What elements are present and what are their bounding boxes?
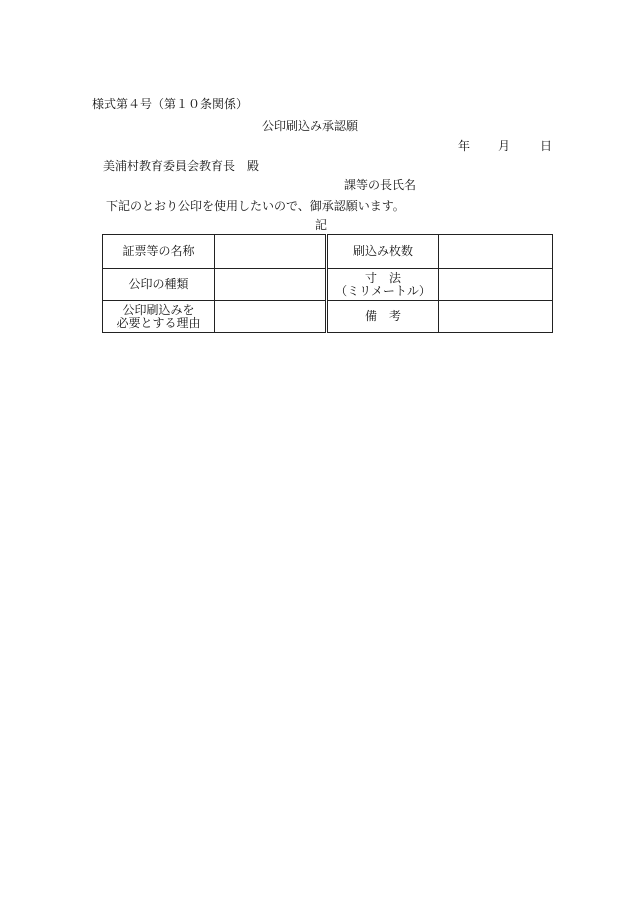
reason-label bbox=[103, 301, 215, 333]
print-count-label: 刷込み枚数 bbox=[327, 235, 439, 269]
application-table bbox=[102, 234, 553, 333]
reason-field[interactable] bbox=[215, 301, 327, 333]
ki-heading: 記 bbox=[315, 218, 328, 232]
date-month-label: 月 bbox=[498, 139, 511, 153]
seal-type-field[interactable] bbox=[215, 269, 327, 301]
certificate-name-label: 証票等の名称 bbox=[103, 235, 215, 269]
seal-type-label: 公印の種類 bbox=[103, 269, 215, 301]
dimensions-label-line2: （ミリメートル） bbox=[335, 283, 431, 298]
remarks-field[interactable] bbox=[439, 301, 553, 333]
applicant-name-label: 課等の長氏名 bbox=[344, 178, 417, 192]
addressee: 美浦村教育委員会教育長 殿 bbox=[103, 159, 260, 173]
reason-label-line2: 必要とする理由 bbox=[116, 315, 201, 330]
table-row bbox=[103, 301, 553, 333]
form-number-label: 様式第４号（第１０条関係） bbox=[92, 97, 249, 111]
request-statement: 下記のとおり公印を使用したいので、御承認願います。 bbox=[106, 199, 405, 213]
dimensions-label bbox=[327, 269, 439, 301]
table-row bbox=[103, 235, 553, 269]
dimensions-field[interactable] bbox=[439, 269, 553, 301]
reason-label-line1: 公印刷込みを bbox=[122, 302, 195, 317]
date-year-label: 年 bbox=[458, 139, 471, 153]
print-count-field[interactable] bbox=[439, 235, 553, 269]
dimensions-label-line1: 寸 法 bbox=[364, 270, 401, 285]
date-day-label: 日 bbox=[540, 139, 553, 153]
remarks-label: 備 考 bbox=[327, 301, 439, 333]
certificate-name-field[interactable] bbox=[215, 235, 327, 269]
table-row bbox=[103, 269, 553, 301]
document-title: 公印刷込み承認願 bbox=[262, 119, 359, 133]
